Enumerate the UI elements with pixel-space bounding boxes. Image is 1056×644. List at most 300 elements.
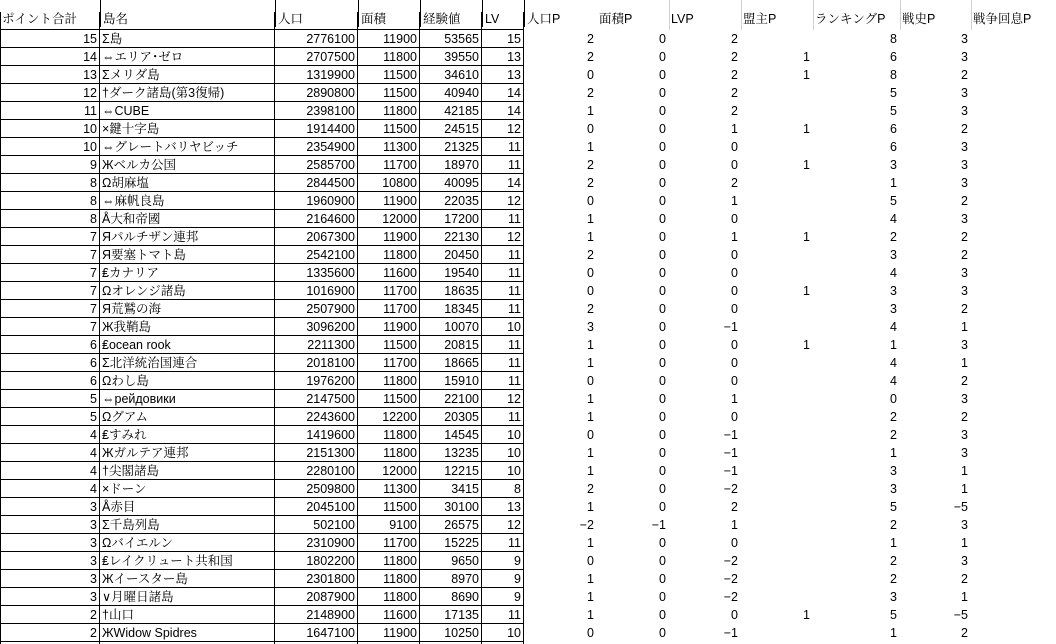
population-cell[interactable]: 1419600: [306, 428, 355, 442]
ranking-p-cell[interactable]: 3: [890, 248, 897, 262]
lv-p-cell[interactable]: −2: [723, 554, 738, 568]
population-cell[interactable]: 502100: [313, 518, 355, 532]
level-cell[interactable]: 15: [507, 32, 521, 46]
total-points-cell[interactable]: 5: [90, 392, 97, 406]
leader-p-cell[interactable]: [741, 30, 813, 48]
war-history-p-cell[interactable]: 3: [961, 86, 968, 100]
ranking-p-cell[interactable]: 4: [890, 374, 897, 388]
lv-p-cell[interactable]: 1: [731, 518, 738, 532]
area-cell[interactable]: 11300: [383, 482, 417, 496]
area-cell[interactable]: 11800: [383, 572, 417, 586]
war-history-p-cell[interactable]: 3: [961, 50, 968, 64]
area-p-cell[interactable]: 0: [659, 158, 666, 172]
population-p-cell[interactable]: 1: [587, 338, 594, 352]
lv-p-cell[interactable]: 1: [731, 122, 738, 136]
population-p-cell[interactable]: 2: [587, 86, 594, 100]
ranking-p-cell[interactable]: 8: [890, 68, 897, 82]
experience-cell[interactable]: 30100: [444, 500, 479, 514]
level-cell[interactable]: 11: [508, 536, 521, 550]
population-p-cell[interactable]: 0: [587, 122, 594, 136]
war-history-p-cell[interactable]: 3: [961, 266, 968, 280]
area-cell[interactable]: 11800: [383, 590, 417, 604]
total-points-cell[interactable]: 8: [90, 194, 97, 208]
experience-cell[interactable]: 40940: [444, 86, 479, 100]
population-cell[interactable]: 2507900: [306, 302, 355, 316]
ranking-p-cell[interactable]: 5: [890, 500, 897, 514]
population-cell[interactable]: 2776100: [306, 32, 355, 46]
island-name-cell[interactable]: ⇔グレートバリヤビッチ: [102, 140, 239, 154]
war-history-p-cell[interactable]: 1: [961, 482, 968, 496]
experience-cell[interactable]: 20305: [444, 410, 479, 424]
area-cell[interactable]: 11700: [383, 356, 417, 370]
leader-p-cell[interactable]: 1: [803, 158, 810, 172]
leader-p-cell[interactable]: [741, 498, 813, 516]
population-p-cell[interactable]: 0: [587, 428, 594, 442]
area-cell[interactable]: 12000: [382, 464, 417, 478]
area-cell[interactable]: 11700: [383, 284, 417, 298]
experience-cell[interactable]: 18345: [444, 302, 479, 316]
island-name-cell[interactable]: Я要塞トマト島: [102, 248, 187, 262]
total-points-cell[interactable]: 6: [90, 338, 97, 352]
leader-p-cell[interactable]: [741, 372, 813, 390]
island-name-cell[interactable]: ₤レイクリュート共和国: [102, 554, 233, 568]
level-cell[interactable]: 12: [507, 194, 521, 208]
experience-cell[interactable]: 3415: [451, 482, 479, 496]
leader-p-cell[interactable]: [741, 588, 813, 606]
population-cell[interactable]: 2310900: [306, 536, 355, 550]
population-p-cell[interactable]: 0: [587, 284, 594, 298]
area-cell[interactable]: 11900: [383, 32, 417, 46]
area-cell[interactable]: 11800: [383, 428, 417, 442]
area-p-cell[interactable]: 0: [659, 86, 666, 100]
total-points-cell[interactable]: 2: [90, 626, 97, 640]
lv-p-cell[interactable]: 0: [731, 266, 738, 280]
area-p-cell[interactable]: 0: [659, 482, 666, 496]
area-cell[interactable]: 11600: [383, 266, 417, 280]
area-cell[interactable]: 12200: [382, 410, 417, 424]
area-cell[interactable]: 11800: [383, 248, 417, 262]
ranking-p-cell[interactable]: 2: [890, 518, 897, 532]
island-name-cell[interactable]: ₤ocean rook: [102, 338, 171, 352]
area-p-cell[interactable]: 0: [659, 608, 666, 622]
leader-p-cell[interactable]: 1: [803, 68, 810, 82]
total-points-cell[interactable]: 10: [83, 140, 97, 154]
population-cell[interactable]: 1802200: [306, 554, 355, 568]
population-cell[interactable]: 2890800: [306, 86, 355, 100]
leader-p-cell[interactable]: [741, 516, 813, 534]
population-p-cell[interactable]: 1: [587, 104, 594, 118]
experience-cell[interactable]: 13235: [444, 446, 479, 460]
total-points-cell[interactable]: 6: [90, 356, 97, 370]
level-cell[interactable]: 10: [507, 464, 521, 478]
lv-p-cell[interactable]: −2: [723, 572, 738, 586]
ranking-p-cell[interactable]: 1: [890, 536, 897, 550]
leader-p-cell[interactable]: [741, 570, 813, 588]
area-p-cell[interactable]: −1: [651, 518, 666, 532]
area-p-cell[interactable]: 0: [659, 248, 666, 262]
experience-cell[interactable]: 26575: [444, 518, 479, 532]
experience-cell[interactable]: 18635: [444, 284, 479, 298]
area-cell[interactable]: 11500: [383, 392, 417, 406]
level-cell[interactable]: 10: [507, 428, 521, 442]
experience-cell[interactable]: 18970: [444, 158, 479, 172]
ranking-p-cell[interactable]: 3: [890, 284, 897, 298]
island-name-cell[interactable]: ₤カナリア: [102, 266, 159, 280]
area-p-cell[interactable]: 0: [659, 320, 666, 334]
area-p-cell[interactable]: 0: [659, 338, 666, 352]
population-cell[interactable]: 2151300: [306, 446, 355, 460]
level-cell[interactable]: 14: [507, 104, 521, 118]
ranking-p-cell[interactable]: 4: [890, 320, 897, 334]
island-name-cell[interactable]: Жベルカ公国: [102, 158, 177, 172]
level-cell[interactable]: 9: [514, 572, 521, 586]
island-name-cell[interactable]: Ωバイエルン: [102, 536, 174, 550]
war-history-p-cell[interactable]: 2: [961, 68, 968, 82]
population-cell[interactable]: 1335600: [306, 266, 355, 280]
population-cell[interactable]: 2148900: [306, 608, 355, 622]
ranking-p-cell[interactable]: 6: [890, 122, 897, 136]
population-p-cell[interactable]: 1: [587, 446, 594, 460]
experience-cell[interactable]: 40095: [444, 176, 479, 190]
war-history-p-cell[interactable]: −5: [953, 608, 968, 622]
level-cell[interactable]: 11: [508, 608, 521, 622]
population-p-cell[interactable]: 0: [587, 626, 594, 640]
population-cell[interactable]: 2398100: [306, 104, 355, 118]
area-cell[interactable]: 11500: [383, 86, 417, 100]
level-cell[interactable]: 11: [508, 212, 521, 226]
population-p-cell[interactable]: 1: [587, 140, 594, 154]
island-name-cell[interactable]: Σ千島列島: [102, 518, 160, 532]
lv-p-cell[interactable]: 0: [731, 248, 738, 262]
lv-p-cell[interactable]: 2: [731, 86, 738, 100]
ranking-p-cell[interactable]: 6: [890, 50, 897, 64]
island-name-cell[interactable]: ×ドーン: [102, 482, 147, 496]
area-cell[interactable]: 11900: [383, 626, 417, 640]
population-cell[interactable]: 2087900: [306, 590, 355, 604]
leader-p-cell[interactable]: [741, 426, 813, 444]
population-cell[interactable]: 2707500: [306, 50, 355, 64]
area-p-cell[interactable]: 0: [659, 446, 666, 460]
area-p-cell[interactable]: 0: [659, 230, 666, 244]
lv-p-cell[interactable]: 0: [731, 284, 738, 298]
total-points-cell[interactable]: 3: [90, 572, 97, 586]
leader-p-cell[interactable]: [741, 534, 813, 552]
area-cell[interactable]: 11600: [383, 608, 417, 622]
lv-p-cell[interactable]: 0: [731, 608, 738, 622]
area-p-cell[interactable]: 0: [659, 374, 666, 388]
war-history-p-cell[interactable]: 3: [961, 554, 968, 568]
population-p-cell[interactable]: 1: [587, 464, 594, 478]
island-name-cell[interactable]: †ダーク諸島(第3復帰): [102, 86, 225, 100]
level-cell[interactable]: 11: [508, 248, 521, 262]
area-cell[interactable]: 9100: [389, 518, 417, 532]
header-area[interactable]: 面積: [358, 0, 420, 27]
experience-cell[interactable]: 14545: [444, 428, 479, 442]
leader-p-cell[interactable]: [741, 192, 813, 210]
level-cell[interactable]: 11: [508, 284, 521, 298]
population-p-cell[interactable]: 1: [587, 536, 594, 550]
ranking-p-cell[interactable]: 5: [890, 104, 897, 118]
lv-p-cell[interactable]: 2: [731, 104, 738, 118]
area-p-cell[interactable]: 0: [659, 572, 666, 586]
area-cell[interactable]: 11500: [383, 68, 417, 82]
total-points-cell[interactable]: 14: [83, 50, 97, 64]
area-p-cell[interactable]: 0: [659, 140, 666, 154]
population-cell[interactable]: 2211300: [307, 338, 355, 352]
war-history-p-cell[interactable]: 2: [961, 572, 968, 586]
population-cell[interactable]: 2354900: [306, 140, 355, 154]
war-history-p-cell[interactable]: 3: [961, 158, 968, 172]
population-p-cell[interactable]: 2: [587, 248, 594, 262]
war-history-p-cell[interactable]: 3: [961, 518, 968, 532]
area-cell[interactable]: 11300: [383, 140, 417, 154]
header-population-p[interactable]: 人口P: [524, 0, 597, 27]
ranking-p-cell[interactable]: 2: [890, 410, 897, 424]
leader-p-cell[interactable]: [741, 552, 813, 570]
total-points-cell[interactable]: 10: [83, 122, 97, 136]
total-points-cell[interactable]: 3: [90, 518, 97, 532]
total-points-cell[interactable]: 12: [83, 86, 97, 100]
war-history-p-cell[interactable]: 3: [961, 176, 968, 190]
level-cell[interactable]: 12: [507, 230, 521, 244]
island-name-cell[interactable]: Å赤目: [102, 500, 136, 514]
area-cell[interactable]: 10800: [382, 176, 417, 190]
population-cell[interactable]: 2301800: [306, 572, 355, 586]
leader-p-cell[interactable]: 1: [803, 608, 810, 622]
area-cell[interactable]: 11700: [383, 302, 417, 316]
level-cell[interactable]: 12: [507, 392, 521, 406]
area-p-cell[interactable]: 0: [659, 428, 666, 442]
ranking-p-cell[interactable]: 4: [890, 212, 897, 226]
area-cell[interactable]: 11900: [383, 320, 417, 334]
population-cell[interactable]: 2243600: [306, 410, 355, 424]
leader-p-cell[interactable]: 1: [803, 284, 810, 298]
area-p-cell[interactable]: 0: [659, 50, 666, 64]
leader-p-cell[interactable]: [741, 318, 813, 336]
population-cell[interactable]: 2045100: [306, 500, 355, 514]
total-points-cell[interactable]: 7: [90, 284, 97, 298]
leader-p-cell[interactable]: [741, 354, 813, 372]
header-area-p[interactable]: 面積P: [599, 12, 633, 26]
ranking-p-cell[interactable]: 4: [890, 356, 897, 370]
war-history-p-cell[interactable]: 2: [961, 248, 968, 262]
level-cell[interactable]: 11: [508, 374, 521, 388]
leader-p-cell[interactable]: [741, 174, 813, 192]
war-history-p-cell[interactable]: 2: [961, 194, 968, 208]
experience-cell[interactable]: 15225: [444, 536, 479, 550]
total-points-cell[interactable]: 15: [83, 32, 97, 46]
island-name-cell[interactable]: ₤すみれ: [102, 428, 147, 442]
island-name-cell[interactable]: Σメリダ島: [102, 68, 160, 82]
ranking-p-cell[interactable]: 4: [890, 266, 897, 280]
lv-p-cell[interactable]: 1: [731, 230, 738, 244]
ranking-p-cell[interactable]: 5: [890, 608, 897, 622]
level-cell[interactable]: 14: [507, 176, 521, 190]
war-history-p-cell[interactable]: 3: [961, 338, 968, 352]
area-p-cell[interactable]: 0: [659, 194, 666, 208]
war-history-p-cell[interactable]: 2: [961, 302, 968, 316]
ranking-p-cell[interactable]: 3: [890, 302, 897, 316]
population-cell[interactable]: 1976200: [306, 374, 355, 388]
lv-p-cell[interactable]: 0: [731, 410, 738, 424]
population-cell[interactable]: 2542100: [306, 248, 355, 262]
total-points-cell[interactable]: 7: [90, 302, 97, 316]
lv-p-cell[interactable]: −2: [723, 590, 738, 604]
level-cell[interactable]: 11: [508, 410, 521, 424]
population-p-cell[interactable]: 0: [587, 554, 594, 568]
island-name-cell[interactable]: Жイースター島: [102, 572, 188, 586]
total-points-cell[interactable]: 4: [90, 464, 97, 478]
header-population[interactable]: 人口: [275, 0, 358, 27]
total-points-cell[interactable]: 5: [90, 410, 97, 424]
war-history-p-cell[interactable]: 3: [961, 428, 968, 442]
experience-cell[interactable]: 8970: [451, 572, 479, 586]
ranking-p-cell[interactable]: 1: [890, 176, 897, 190]
total-points-cell[interactable]: 4: [90, 446, 97, 460]
total-points-cell[interactable]: 3: [90, 500, 97, 514]
level-cell[interactable]: 10: [507, 320, 521, 334]
experience-cell[interactable]: 10070: [444, 320, 479, 334]
ranking-p-cell[interactable]: 8: [890, 32, 897, 46]
lv-p-cell[interactable]: −1: [723, 320, 738, 334]
area-cell[interactable]: 11800: [383, 446, 417, 460]
lv-p-cell[interactable]: 0: [731, 338, 738, 352]
population-cell[interactable]: 2509800: [306, 482, 355, 496]
experience-cell[interactable]: 10250: [444, 626, 479, 640]
population-cell[interactable]: 2147500: [306, 392, 355, 406]
population-p-cell[interactable]: 0: [587, 266, 594, 280]
level-cell[interactable]: 13: [507, 500, 521, 514]
experience-cell[interactable]: 20815: [444, 338, 479, 352]
total-points-cell[interactable]: 11: [84, 104, 97, 118]
lv-p-cell[interactable]: 0: [731, 158, 738, 172]
area-p-cell[interactable]: 0: [659, 176, 666, 190]
experience-cell[interactable]: 24515: [444, 122, 479, 136]
war-history-p-cell[interactable]: 2: [961, 230, 968, 244]
area-cell[interactable]: 11500: [383, 500, 417, 514]
total-points-cell[interactable]: 7: [90, 320, 97, 334]
area-cell[interactable]: 11800: [383, 50, 417, 64]
area-cell[interactable]: 11900: [383, 230, 417, 244]
leader-p-cell[interactable]: 1: [803, 338, 810, 352]
war-history-p-cell[interactable]: −5: [953, 500, 968, 514]
ranking-p-cell[interactable]: 3: [890, 464, 897, 478]
population-cell[interactable]: 1647100: [306, 626, 355, 640]
island-name-cell[interactable]: ×鍵十字島: [102, 122, 160, 136]
war-history-p-cell[interactable]: 3: [961, 212, 968, 226]
total-points-cell[interactable]: 7: [90, 248, 97, 262]
area-cell[interactable]: 11700: [383, 158, 417, 172]
experience-cell[interactable]: 34610: [444, 68, 479, 82]
header-war-recovery-p[interactable]: 戦争回息P: [973, 12, 1032, 26]
island-name-cell[interactable]: †尖閣諸島: [102, 464, 159, 478]
leader-p-cell[interactable]: [741, 138, 813, 156]
island-name-cell[interactable]: Ωわし島: [102, 374, 149, 388]
lv-p-cell[interactable]: −1: [723, 464, 738, 478]
population-p-cell[interactable]: 1: [587, 608, 594, 622]
lv-p-cell[interactable]: 0: [731, 536, 738, 550]
island-name-cell[interactable]: ⇔CUBE: [102, 104, 150, 118]
population-cell[interactable]: 2164600: [306, 212, 355, 226]
island-name-cell[interactable]: Σ島: [102, 32, 123, 46]
island-name-cell[interactable]: ∨月曜日諸島: [102, 590, 174, 604]
population-p-cell[interactable]: −2: [579, 518, 594, 532]
lv-p-cell[interactable]: −2: [723, 482, 738, 496]
population-p-cell[interactable]: 2: [587, 158, 594, 172]
level-cell[interactable]: 12: [507, 122, 521, 136]
population-p-cell[interactable]: 1: [587, 392, 594, 406]
total-points-cell[interactable]: 2: [90, 608, 97, 622]
population-cell[interactable]: 2585700: [306, 158, 355, 172]
area-p-cell[interactable]: 0: [659, 32, 666, 46]
island-name-cell[interactable]: ⇔рейдовики: [102, 392, 176, 406]
total-points-cell[interactable]: 4: [90, 482, 97, 496]
population-cell[interactable]: 2280100: [306, 464, 355, 478]
experience-cell[interactable]: 39550: [444, 50, 479, 64]
area-p-cell[interactable]: 0: [659, 68, 666, 82]
island-name-cell[interactable]: Я荒鷲の海: [102, 302, 162, 316]
lv-p-cell[interactable]: 0: [731, 140, 738, 154]
leader-p-cell[interactable]: [741, 300, 813, 318]
ranking-p-cell[interactable]: 1: [890, 338, 897, 352]
ranking-p-cell[interactable]: 0: [890, 392, 897, 406]
level-cell[interactable]: 11: [508, 356, 521, 370]
area-p-cell[interactable]: 0: [659, 626, 666, 640]
ranking-p-cell[interactable]: 3: [890, 590, 897, 604]
war-history-p-cell[interactable]: 1: [961, 536, 968, 550]
area-cell[interactable]: 11800: [383, 104, 417, 118]
header-lv-p[interactable]: LVP: [671, 12, 694, 26]
area-p-cell[interactable]: 0: [659, 500, 666, 514]
island-name-cell[interactable]: Å大和帝國: [102, 212, 161, 226]
header-experience[interactable]: 経験値: [420, 0, 482, 27]
leader-p-cell[interactable]: [741, 408, 813, 426]
population-p-cell[interactable]: 1: [587, 230, 594, 244]
area-p-cell[interactable]: 0: [659, 212, 666, 226]
level-cell[interactable]: 13: [507, 68, 521, 82]
war-history-p-cell[interactable]: 3: [961, 140, 968, 154]
lv-p-cell[interactable]: −1: [723, 626, 738, 640]
population-p-cell[interactable]: 0: [587, 68, 594, 82]
island-name-cell[interactable]: †山口: [102, 608, 134, 622]
experience-cell[interactable]: 20450: [444, 248, 479, 262]
leader-p-cell[interactable]: [741, 210, 813, 228]
area-p-cell[interactable]: 0: [659, 410, 666, 424]
area-cell[interactable]: 12000: [382, 212, 417, 226]
lv-p-cell[interactable]: 2: [731, 68, 738, 82]
island-name-cell[interactable]: ⇔麻帆良島: [102, 194, 165, 208]
header-total-points[interactable]: ポイント合計: [2, 12, 78, 26]
experience-cell[interactable]: 9650: [451, 554, 479, 568]
ranking-p-cell[interactable]: 3: [890, 158, 897, 172]
leader-p-cell[interactable]: [741, 444, 813, 462]
war-history-p-cell[interactable]: 1: [961, 464, 968, 478]
experience-cell[interactable]: 22035: [444, 194, 479, 208]
area-p-cell[interactable]: 0: [659, 590, 666, 604]
level-cell[interactable]: 8: [514, 482, 521, 496]
leader-p-cell[interactable]: 1: [803, 230, 810, 244]
leader-p-cell[interactable]: [741, 102, 813, 120]
area-cell[interactable]: 11800: [383, 554, 417, 568]
island-name-cell[interactable]: Жガルテア連邦: [102, 446, 189, 460]
population-p-cell[interactable]: 1: [587, 590, 594, 604]
population-cell[interactable]: 1960900: [306, 194, 355, 208]
population-p-cell[interactable]: 2: [587, 482, 594, 496]
lv-p-cell[interactable]: 2: [731, 500, 738, 514]
total-points-cell[interactable]: 9: [90, 158, 97, 172]
total-points-cell[interactable]: 6: [90, 374, 97, 388]
level-cell[interactable]: 9: [514, 590, 521, 604]
